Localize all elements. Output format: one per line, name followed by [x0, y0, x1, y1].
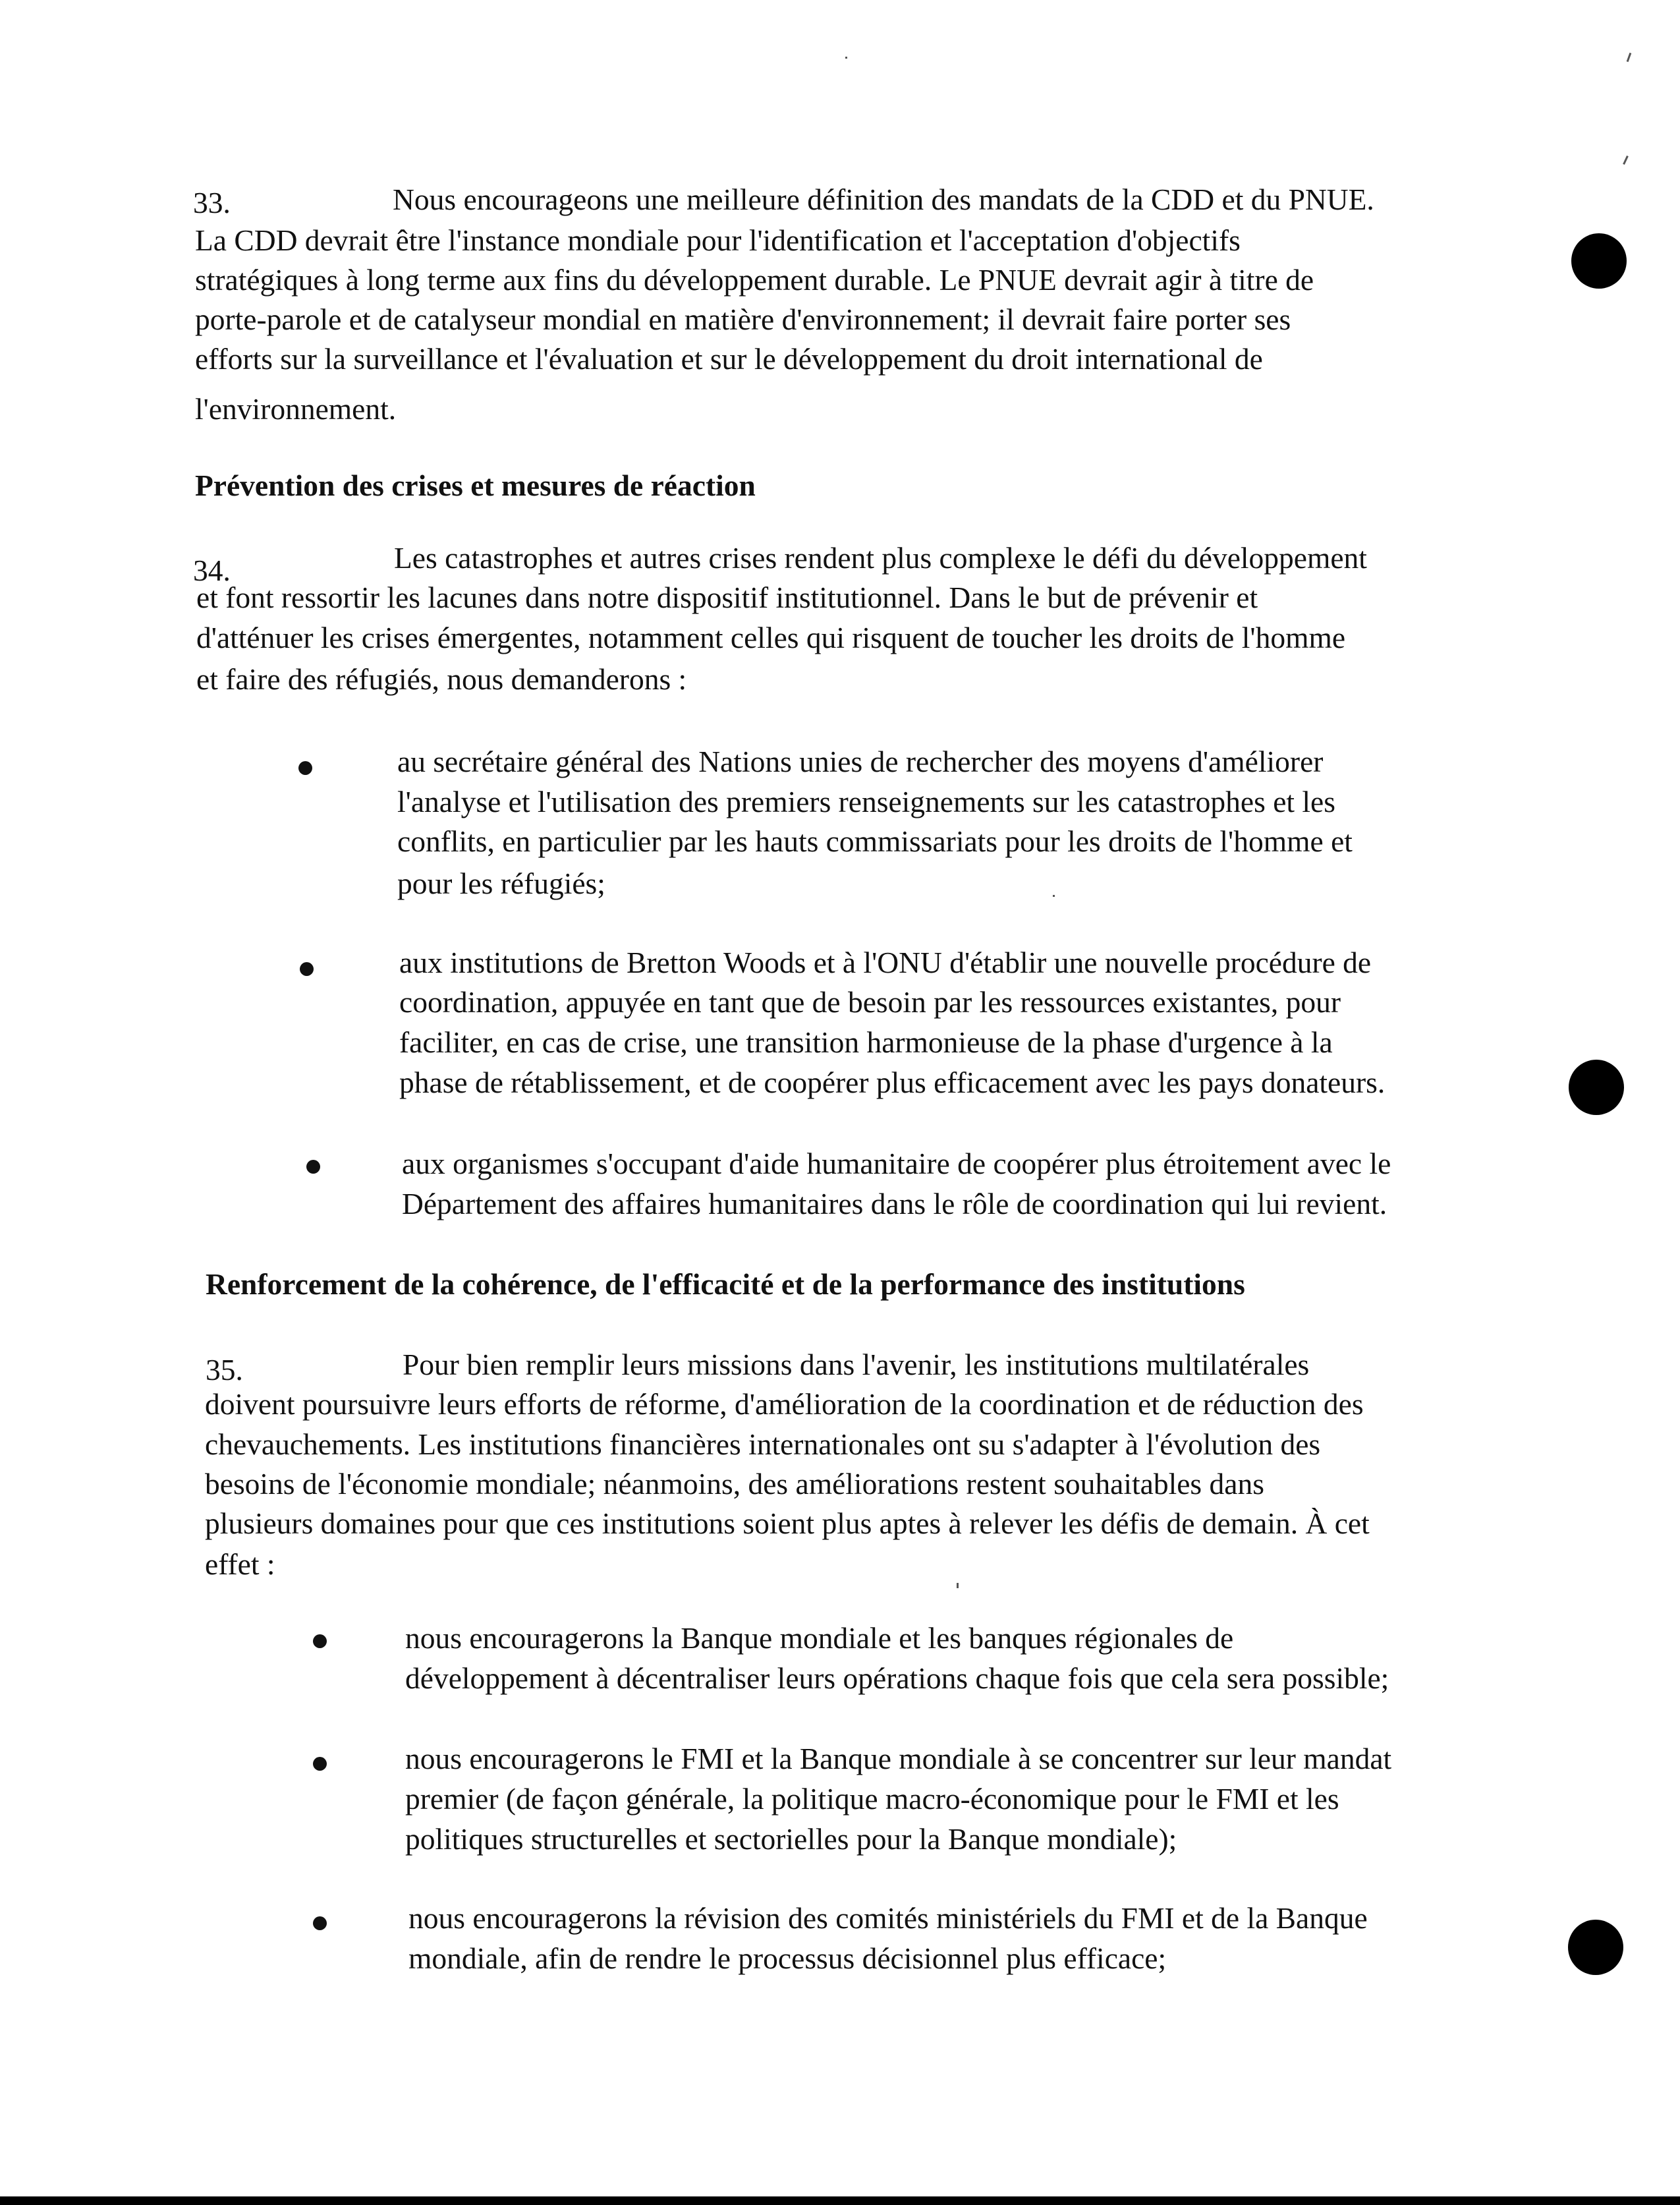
list-item-line: pour les réfugiés;: [397, 867, 605, 900]
paragraph-line: et faire des réfugiés, nous demanderons :: [196, 662, 687, 696]
list-item-line: développement à décentraliser leurs opérations chaque fois que cela sera possible;: [405, 1661, 1389, 1695]
bullet-icon: [313, 1916, 327, 1930]
bullet-icon: [313, 1757, 327, 1771]
scan-speck-icon: [845, 57, 847, 59]
scan-speck-icon: [1623, 156, 1629, 165]
paragraph-number: 35.: [206, 1353, 243, 1387]
list-item-line: nous encouragerons la Banque mondiale et les banques régionales de: [405, 1621, 1234, 1655]
paragraph-line: efforts sur la surveillance et l'évaluation et sur le développement du droit international de: [195, 342, 1263, 376]
paragraph-line: et font ressortir les lacunes dans notre dispositif institutionnel. Dans le but de prévenir et: [196, 581, 1258, 614]
list-item-line: conflits, en particulier par les hauts commissariats pour les droits de l'homme et: [397, 824, 1353, 858]
list-item-line: coordination, appuyée en tant que de besoin par les ressources existantes, pour: [399, 985, 1341, 1019]
punch-hole-icon: [1571, 233, 1627, 289]
section-heading-crises: Prévention des crises et mesures de réaction: [195, 469, 756, 502]
list-item-line: l'analyse et l'utilisation des premiers renseignements sur les catastrophes et les: [397, 785, 1335, 818]
list-item-line: nous encouragerons le FMI et la Banque mondiale à se concentrer sur leur mandat: [405, 1742, 1392, 1775]
list-item-line: aux organismes s'occupant d'aide humanitaire de coopérer plus étroitement avec le: [402, 1147, 1391, 1180]
bullet-icon: [300, 962, 314, 976]
paragraph-line: chevauchements. Les institutions financières internationales ont su s'adapter à l'évolution des: [205, 1427, 1321, 1461]
paragraph-line: plusieurs domaines pour que ces institutions soient plus aptes à relever les défis de demain. À cet: [205, 1506, 1370, 1540]
list-item-line: phase de rétablissement, et de coopérer plus efficacement avec les pays donateurs.: [399, 1066, 1386, 1099]
scan-bottom-border: [0, 2196, 1680, 2205]
paragraph-line: besoins de l'économie mondiale; néanmoins, des améliorations restent souhaitables dans: [205, 1467, 1264, 1501]
list-item-line: faciliter, en cas de crise, une transition harmonieuse de la phase d'urgence à la: [399, 1025, 1333, 1059]
paragraph-number: 34.: [193, 554, 231, 587]
paragraph-line: d'atténuer les crises émergentes, notamment celles qui risquent de toucher les droits de l'homme: [196, 621, 1346, 654]
list-item-line: aux institutions de Bretton Woods et à l'ONU d'établir une nouvelle procédure de: [399, 946, 1372, 979]
list-item-line: au secrétaire général des Nations unies de rechercher des moyens d'améliorer: [397, 745, 1324, 778]
bullet-icon: [306, 1160, 320, 1174]
bullet-icon: [313, 1634, 327, 1648]
section-heading-institutions: Renforcement de la cohérence, de l'efficacité et de la performance des institutions: [206, 1267, 1245, 1301]
paragraph-line: l'environnement.: [195, 392, 397, 426]
list-item-line: politiques structurelles et sectorielles pour la Banque mondiale);: [405, 1822, 1177, 1856]
list-item-line: Département des affaires humanitaires dans le rôle de coordination qui lui revient.: [402, 1187, 1387, 1220]
paragraph-line: porte-parole et de catalyseur mondial en matière d'environnement; il devrait faire porter ses: [195, 302, 1291, 336]
scan-speck-icon: [1053, 895, 1055, 897]
list-item-line: mondiale, afin de rendre le processus décisionnel plus efficace;: [408, 1941, 1167, 1975]
paragraph-line: effet :: [205, 1547, 275, 1581]
paragraph-line: doivent poursuivre leurs efforts de réforme, d'amélioration de la coordination et de réduction des: [205, 1387, 1364, 1421]
paragraph-line: stratégiques à long terme aux fins du développement durable. Le PNUE devrait agir à titre de: [195, 263, 1314, 297]
paragraph-line: Nous encourageons une meilleure définition des mandats de la CDD et du PNUE.: [393, 183, 1374, 216]
bullet-icon: [298, 761, 312, 775]
list-item-line: premier (de façon générale, la politique macro-économique pour le FMI et les: [405, 1782, 1339, 1816]
scan-speck-icon: [957, 1583, 959, 1588]
punch-hole-icon: [1568, 1920, 1623, 1975]
paragraph-number: 33.: [193, 186, 231, 219]
list-item-line: nous encouragerons la révision des comités ministériels du FMI et de la Banque: [408, 1901, 1368, 1935]
paragraph-line: Pour bien remplir leurs missions dans l'avenir, les institutions multilatérales: [403, 1348, 1310, 1381]
paragraph-line: La CDD devrait être l'instance mondiale pour l'identification et l'acceptation d'objectifs: [195, 223, 1241, 257]
punch-hole-icon: [1569, 1060, 1624, 1115]
scan-speck-icon: [1627, 53, 1632, 62]
paragraph-line: Les catastrophes et autres crises rendent plus complexe le défi du développement: [394, 541, 1367, 575]
